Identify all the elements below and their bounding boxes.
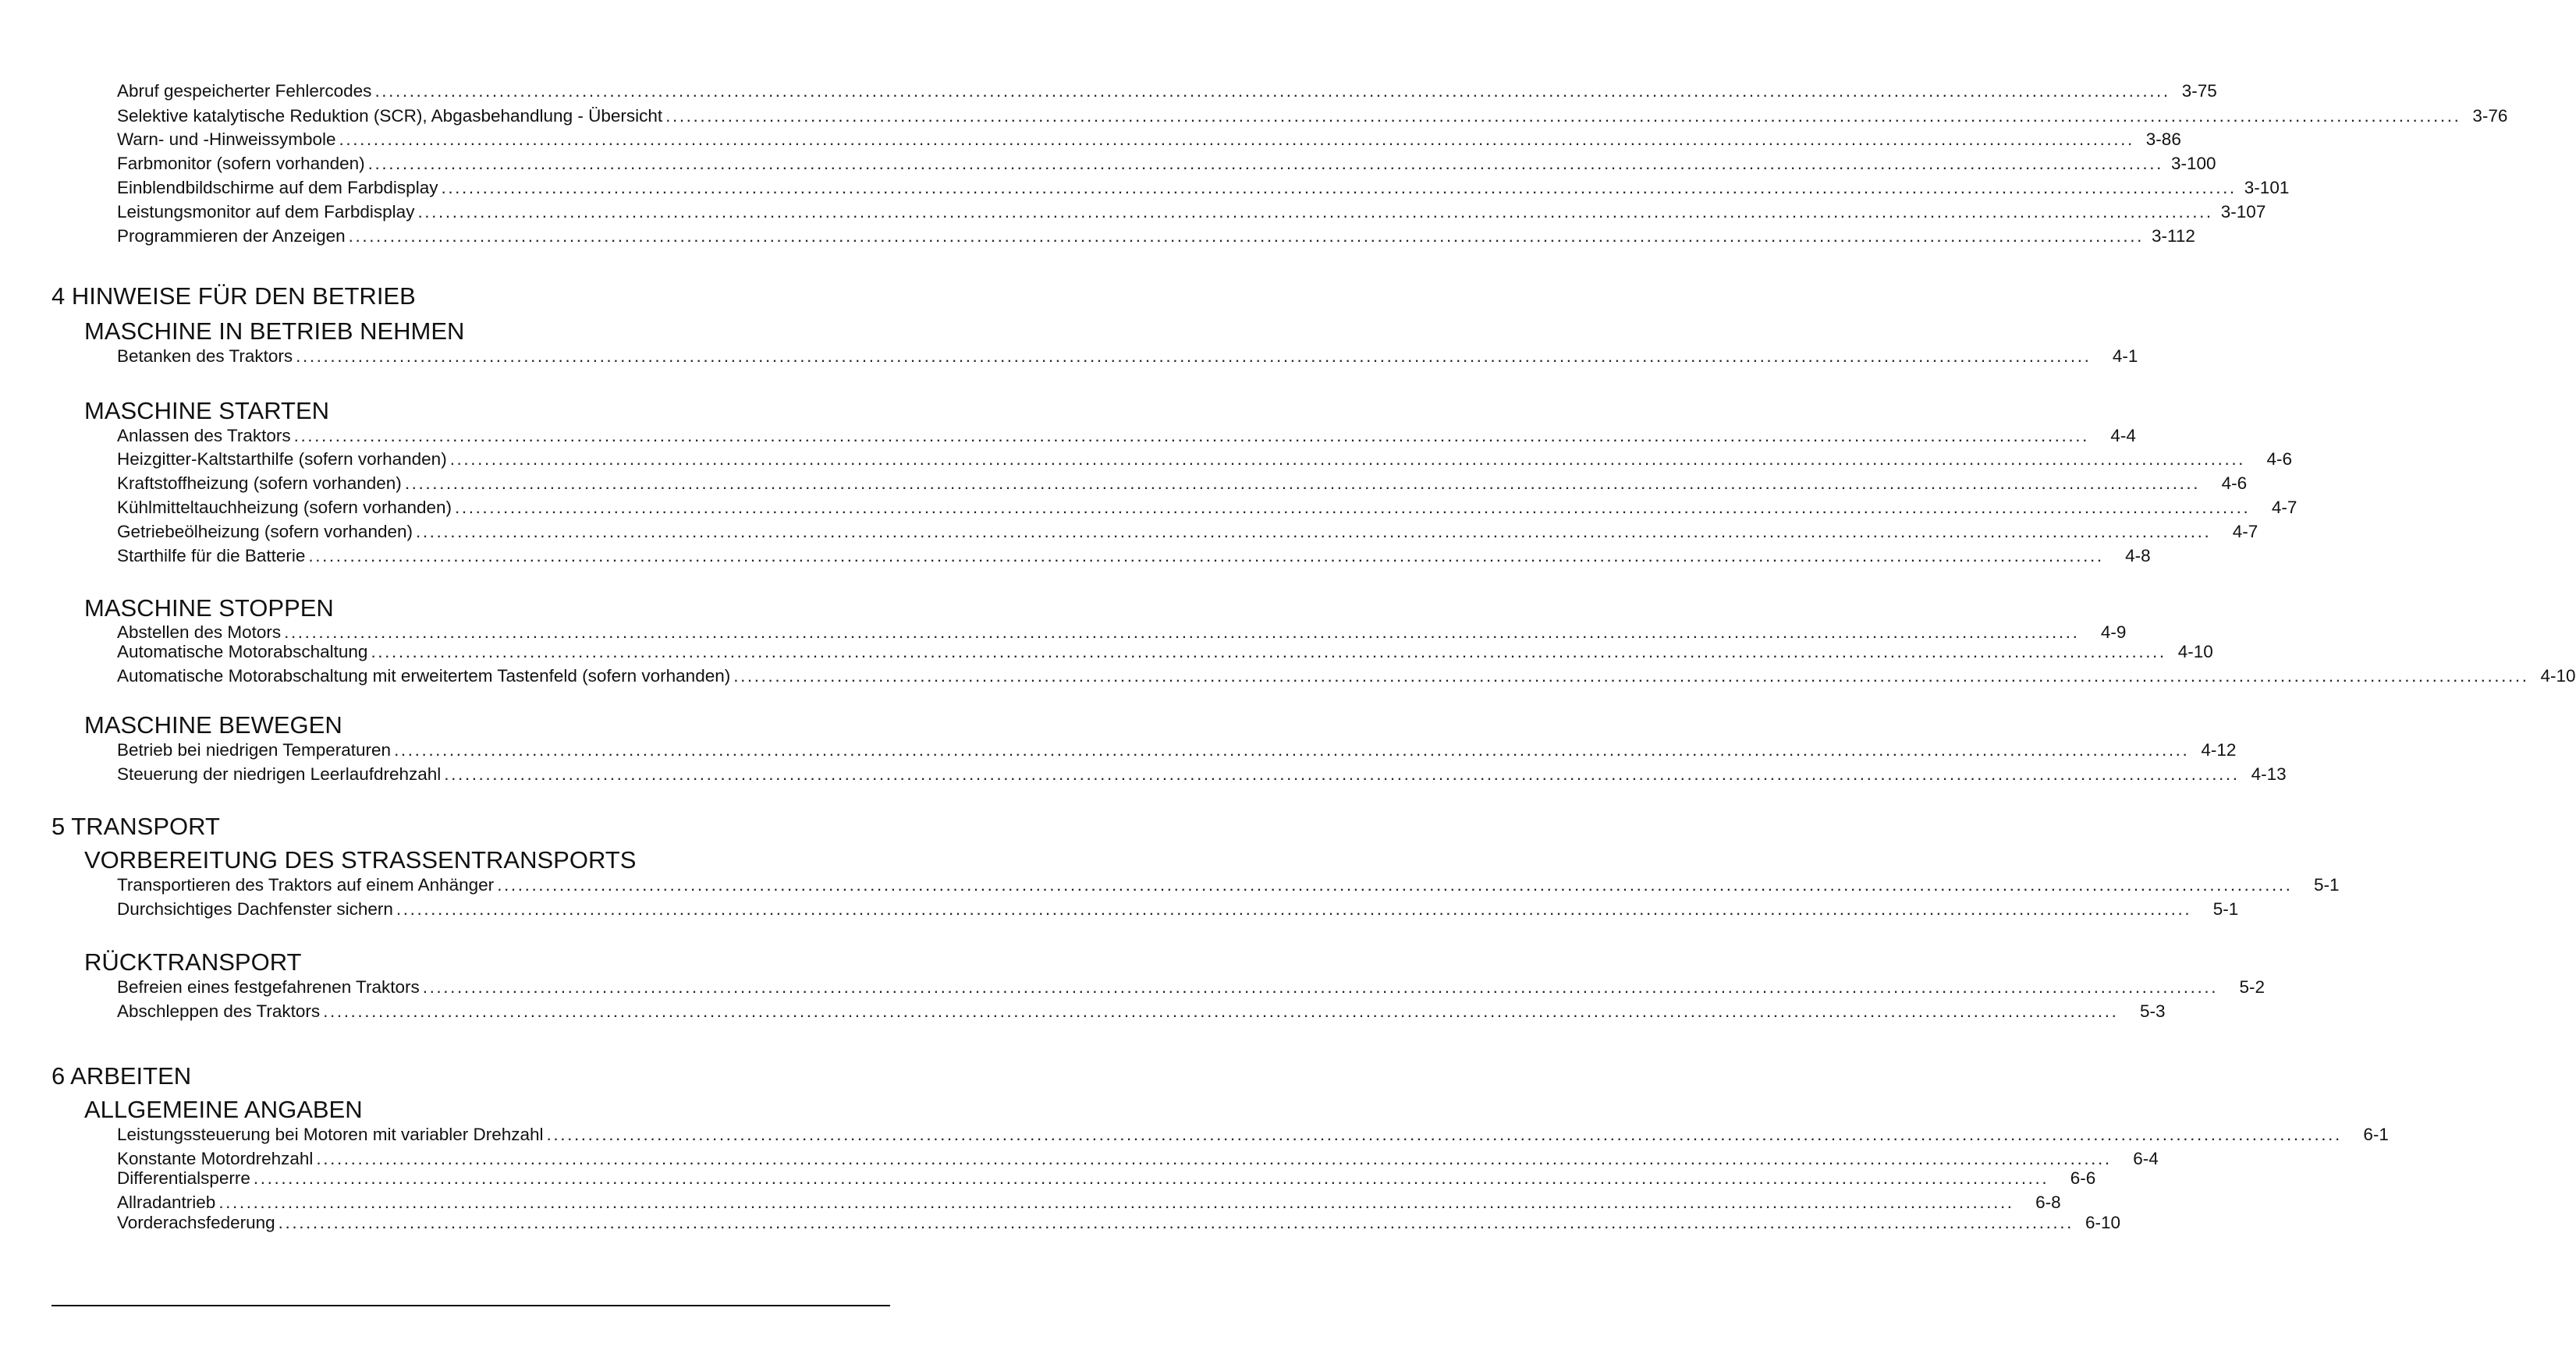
section-heading: VORBEREITUNG DES STRASSENTRANSPORTS (84, 846, 637, 874)
toc-entry-page: 3-75 (2181, 81, 2217, 101)
dot-leader: .................................................................................................................................................................................................................................................................... (497, 875, 2293, 895)
toc-entry-title: Kraftstoffheizung (sofern vorhanden) (117, 473, 402, 493)
toc-entry (117, 1211, 2120, 1235)
dot-leader: .................................................................................................................................................................................................................................................................... (374, 81, 2170, 101)
toc-entry (117, 200, 2266, 224)
dot-leader: .................................................................................................................................................................................................................................................................... (665, 106, 2461, 126)
dot-leader: .................................................................................................................................................................................................................................................................... (339, 129, 2134, 149)
dot-leader: .................................................................................................................................................................................................................................................................... (348, 226, 2144, 246)
toc-entry-page: 6-8 (2035, 1193, 2061, 1212)
toc-entry (117, 424, 2136, 448)
toc-entry-title: Leistungsmonitor auf dem Farbdisplay (117, 202, 415, 222)
toc-entry-page: 4-6 (2266, 449, 2293, 469)
toc-entry (117, 763, 2287, 786)
toc-entry-page: 4-12 (2201, 740, 2237, 760)
toc-entry-page: 4-9 (2100, 622, 2127, 642)
dot-leader: .................................................................................................................................................................................................................................................................... (449, 449, 2246, 469)
dot-leader: .................................................................................................................................................................................................................................................................... (396, 899, 2192, 919)
dot-leader: .................................................................................................................................................................................................................................................................... (284, 622, 2080, 642)
toc-entry-page: 4-1 (2112, 346, 2138, 366)
chapter-heading: 4 HINWEISE FÜR DEN BETRIEB (51, 282, 416, 310)
dot-leader: .................................................................................................................................................................................................................................................................... (308, 546, 2104, 565)
toc-entry-title: Leistungssteuerung bei Motoren mit variabler Drehzahl (117, 1125, 544, 1144)
dot-leader: .................................................................................................................................................................................................................................................................... (371, 642, 2166, 661)
toc-entry-title: Befreien eines festgefahrenen Traktors (117, 977, 420, 997)
toc-entry-page: 5-1 (2212, 899, 2239, 919)
toc-entry (117, 1123, 2389, 1146)
section-heading: MASCHINE IN BETRIEB NEHMEN (84, 317, 465, 345)
toc-entry-title: Allradantrieb (117, 1193, 216, 1212)
toc-entry (117, 976, 2266, 999)
toc-entry-page: 6-4 (2133, 1149, 2159, 1168)
toc-entry (117, 152, 2216, 175)
dot-leader: .................................................................................................................................................................................................................................................................... (441, 178, 2237, 197)
toc-entry-title: Abruf gespeicherter Fehlercodes (117, 81, 372, 101)
chapter-heading: 6 ARBEITEN (51, 1062, 192, 1090)
section-heading: RÜCKTRANSPORT (84, 948, 302, 976)
toc-entry-page: 4-8 (2125, 546, 2151, 565)
toc-entry-page: 4-10 (2540, 666, 2576, 686)
toc-entry-page: 4-13 (2251, 764, 2287, 784)
toc-entry-title: Kühlmitteltauchheizung (sofern vorhanden) (117, 498, 452, 517)
toc-entry-page: 4-4 (2110, 426, 2136, 445)
section-heading: MASCHINE BEWEGEN (84, 711, 342, 739)
dot-leader: .................................................................................................................................................................................................................................................................... (367, 154, 2163, 173)
toc-entry-title: Steuerung der niedrigen Leerlaufdrehzahl (117, 764, 442, 784)
toc-entry-page: 4-7 (2232, 522, 2258, 541)
toc-entry (117, 1167, 2096, 1190)
toc-entry-title: Differentialsperre (117, 1168, 250, 1188)
dot-leader: .................................................................................................................................................................................................................................................................... (417, 202, 2213, 222)
toc-entry-title: Anlassen des Traktors (117, 426, 291, 445)
dot-leader: .................................................................................................................................................................................................................................................................... (278, 1213, 2074, 1232)
toc-entry-title: Einblendbildschirme auf dem Farbdisplay (117, 178, 438, 197)
section-heading: ALLGEMEINE ANGABEN (84, 1096, 363, 1123)
toc-entry (117, 225, 2195, 248)
toc-entry-title: Betanken des Traktors (117, 346, 293, 366)
toc-entry-page: 5-3 (2139, 1001, 2166, 1021)
toc-entry-title: Automatische Motorabschaltung (117, 642, 368, 661)
toc-entry (117, 739, 2237, 762)
toc-entry-page: 5-1 (2313, 875, 2340, 895)
dot-leader: .................................................................................................................................................................................................................................................................... (218, 1193, 2014, 1212)
dot-leader: .................................................................................................................................................................................................................................................................... (422, 977, 2219, 997)
toc-entry (117, 472, 2248, 495)
toc-entry-page: 6-10 (2085, 1213, 2120, 1232)
toc-entry-page: 3-101 (2244, 178, 2290, 197)
toc-entry-title: Selektive katalytische Reduktion (SCR), Abgasbehandlung - Übersicht (117, 106, 663, 126)
toc-entry (117, 448, 2293, 471)
dot-leader: .................................................................................................................................................................................................................................................................... (316, 1149, 2112, 1168)
dot-leader: .................................................................................................................................................................................................................................................................... (444, 764, 2240, 784)
toc-entry-title: Durchsichtiges Dachfenster sichern (117, 899, 393, 919)
toc-entry-title: Farbmonitor (sofern vorhanden) (117, 154, 365, 173)
chapter-heading: 5 TRANSPORT (51, 813, 220, 840)
toc-entry-page: 3-100 (2170, 154, 2216, 173)
toc-entry-page: 3-107 (2220, 202, 2266, 222)
toc-entry-title: Getriebeölheizung (sofern vorhanden) (117, 522, 413, 541)
toc-entry-title: Programmieren der Anzeigen (117, 226, 346, 246)
toc-entry-page: 3-86 (2145, 129, 2181, 149)
toc-entry-title: Automatische Motorabschaltung mit erweitertem Tastenfeld (sofern vorhanden) (117, 666, 731, 686)
toc-entry (117, 176, 2290, 200)
toc-entry-title: Betrieb bei niedrigen Temperaturen (117, 740, 392, 760)
toc-entry (117, 80, 2217, 103)
dot-leader: .................................................................................................................................................................................................................................................................... (546, 1125, 2342, 1144)
toc-entry (117, 544, 2151, 568)
toc-entry-title: Abschleppen des Traktors (117, 1001, 321, 1021)
toc-entry (117, 128, 2181, 151)
toc-entry-page: 5-2 (2239, 977, 2266, 997)
dot-leader: .................................................................................................................................................................................................................................................................... (296, 346, 2092, 366)
toc-entry-page: 3-76 (2472, 106, 2508, 126)
toc-entry (117, 640, 2213, 664)
dot-leader: .................................................................................................................................................................................................................................................................... (733, 666, 2529, 686)
toc-entry-page: 6-1 (2363, 1125, 2389, 1144)
toc-entry-page: 4-6 (2221, 473, 2248, 493)
section-heading: MASCHINE STARTEN (84, 397, 330, 424)
toc-entry (117, 898, 2239, 921)
dot-leader: .................................................................................................................................................................................................................................................................... (415, 522, 2212, 541)
toc-entry (117, 496, 2297, 519)
toc-entry (117, 520, 2258, 544)
toc-entry-title: Abstellen des Motors (117, 622, 282, 642)
dot-leader: .................................................................................................................................................................................................................................................................... (455, 498, 2251, 517)
toc-entry-page: 4-7 (2271, 498, 2297, 517)
toc-entry (117, 345, 2138, 368)
toc-entry (117, 874, 2340, 897)
toc-entry-title: Starthilfe für die Batterie (117, 546, 306, 565)
toc-entry-title: Transportieren des Traktors auf einem Anhänger (117, 875, 495, 895)
dot-leader: .................................................................................................................................................................................................................................................................... (323, 1001, 2119, 1021)
dot-leader: .................................................................................................................................................................................................................................................................... (253, 1168, 2049, 1188)
toc-entry (117, 665, 2576, 688)
toc-entry (117, 1000, 2166, 1023)
toc-entry-title: Vorderachsfederung (117, 1213, 275, 1232)
toc-entry-title: Heizgitter-Kaltstarthilfe (sofern vorhanden) (117, 449, 447, 469)
toc-entry-page: 6-6 (2070, 1168, 2096, 1188)
footer-rule (51, 1305, 890, 1306)
dot-leader: .................................................................................................................................................................................................................................................................... (404, 473, 2201, 493)
toc-entry-page: 3-112 (2151, 226, 2195, 246)
dot-leader: .................................................................................................................................................................................................................................................................... (394, 740, 2190, 760)
dot-leader: .................................................................................................................................................................................................................................................................... (293, 426, 2089, 445)
toc-entry-page: 4-10 (2177, 642, 2213, 661)
toc-entry-title: Warn- und -Hinweissymbole (117, 129, 336, 149)
toc-entry (117, 105, 2508, 128)
section-heading: MASCHINE STOPPEN (84, 594, 334, 622)
toc-entry-title: Konstante Motordrehzahl (117, 1149, 314, 1168)
